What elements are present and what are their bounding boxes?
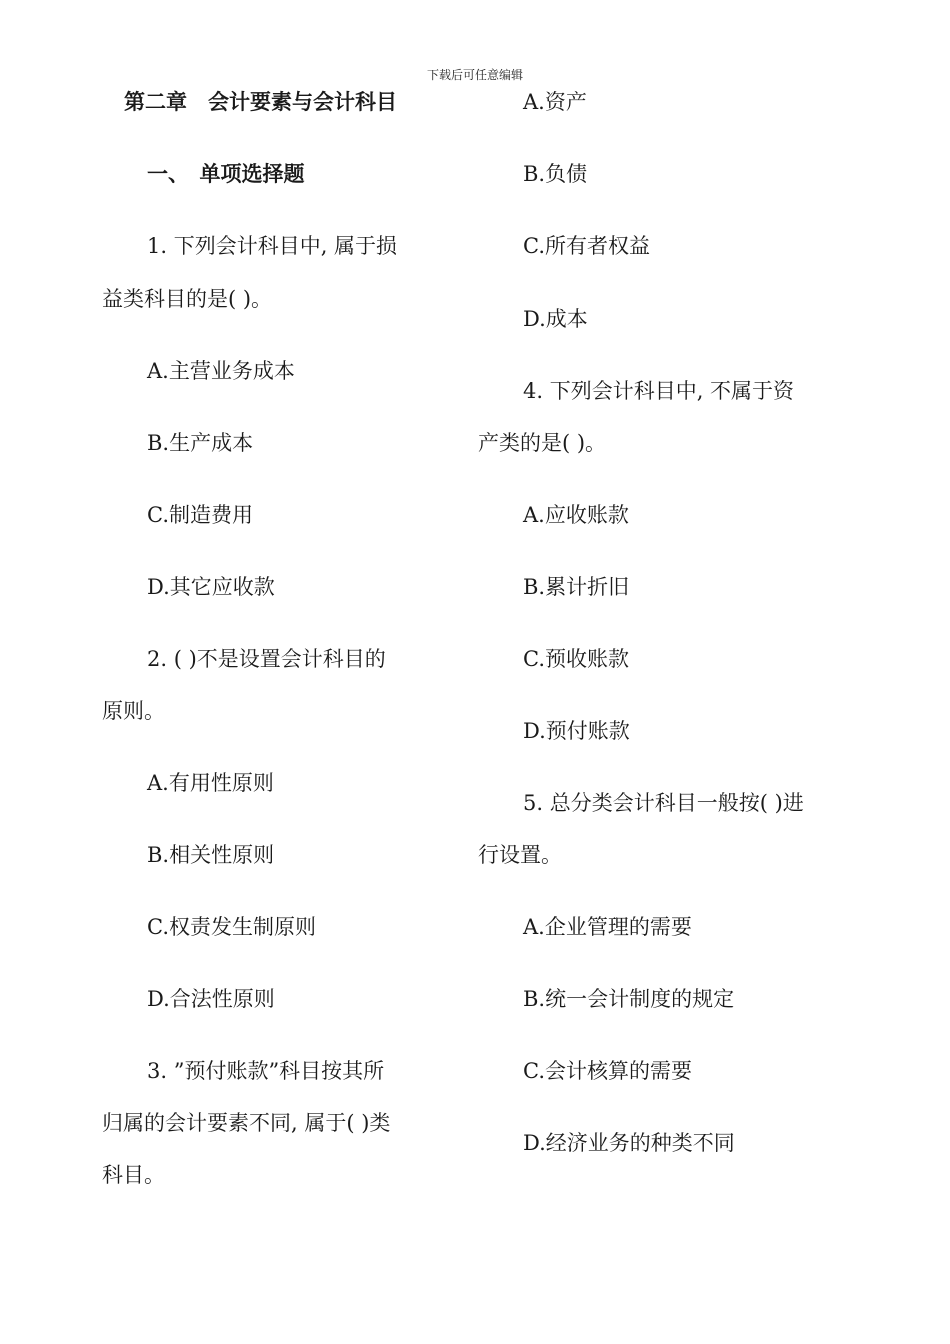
left-column-line: A.主营业务成本 <box>147 359 295 383</box>
right-column-line: B.统一会计制度的规定 <box>523 987 735 1011</box>
left-column-line: 3. ”预付账款”科目按其所 <box>147 1059 385 1083</box>
header-note: 下载后可任意编辑 <box>426 68 523 82</box>
chapter-title: 第二章 会计要素与会计科目 <box>124 89 397 114</box>
left-column-line: D.其它应收款 <box>147 575 275 599</box>
right-column-line: 行设置。 <box>478 843 562 867</box>
right-column-line: B.累计折旧 <box>523 575 630 599</box>
left-column-line: A.有用性原则 <box>147 771 274 795</box>
left-column-line: 2. ( )不是设置会计科目的 <box>147 647 386 671</box>
right-column-line: A.资产 <box>523 90 587 114</box>
right-column-line: A.应收账款 <box>523 503 629 527</box>
right-column-line: B.负债 <box>523 162 588 186</box>
right-column-line: D.成本 <box>523 307 588 331</box>
left-column-line: B.生产成本 <box>147 431 254 455</box>
section-title: 一、 单项选择题 <box>147 161 305 186</box>
right-column-line: A.企业管理的需要 <box>523 915 692 939</box>
left-column-line: 1. 下列会计科目中, 属于损 <box>147 234 398 258</box>
right-column-line: D.预付账款 <box>523 719 630 743</box>
right-column-line: 产类的是( )。 <box>478 431 607 455</box>
left-column-line: 归属的会计要素不同, 属于( )类 <box>102 1111 391 1135</box>
right-column-line: D.经济业务的种类不同 <box>523 1131 735 1155</box>
left-column-line: 科目。 <box>102 1163 165 1187</box>
right-column-line: C.会计核算的需要 <box>523 1059 692 1083</box>
right-column-line: 5. 总分类会计科目一般按( )进 <box>523 791 804 815</box>
left-column-line: B.相关性原则 <box>147 843 275 867</box>
left-column-line: C.制造费用 <box>147 503 253 527</box>
left-column-line: 原则。 <box>102 699 165 723</box>
right-column-line: 4. 下列会计科目中, 不属于资 <box>523 379 795 403</box>
left-column-line: 益类科目的是( )。 <box>102 287 273 311</box>
right-column-line: C.所有者权益 <box>523 234 650 258</box>
left-column-line: D.合法性原则 <box>147 987 275 1011</box>
right-column-line: C.预收账款 <box>523 647 629 671</box>
left-column-line: C.权责发生制原则 <box>147 915 316 939</box>
